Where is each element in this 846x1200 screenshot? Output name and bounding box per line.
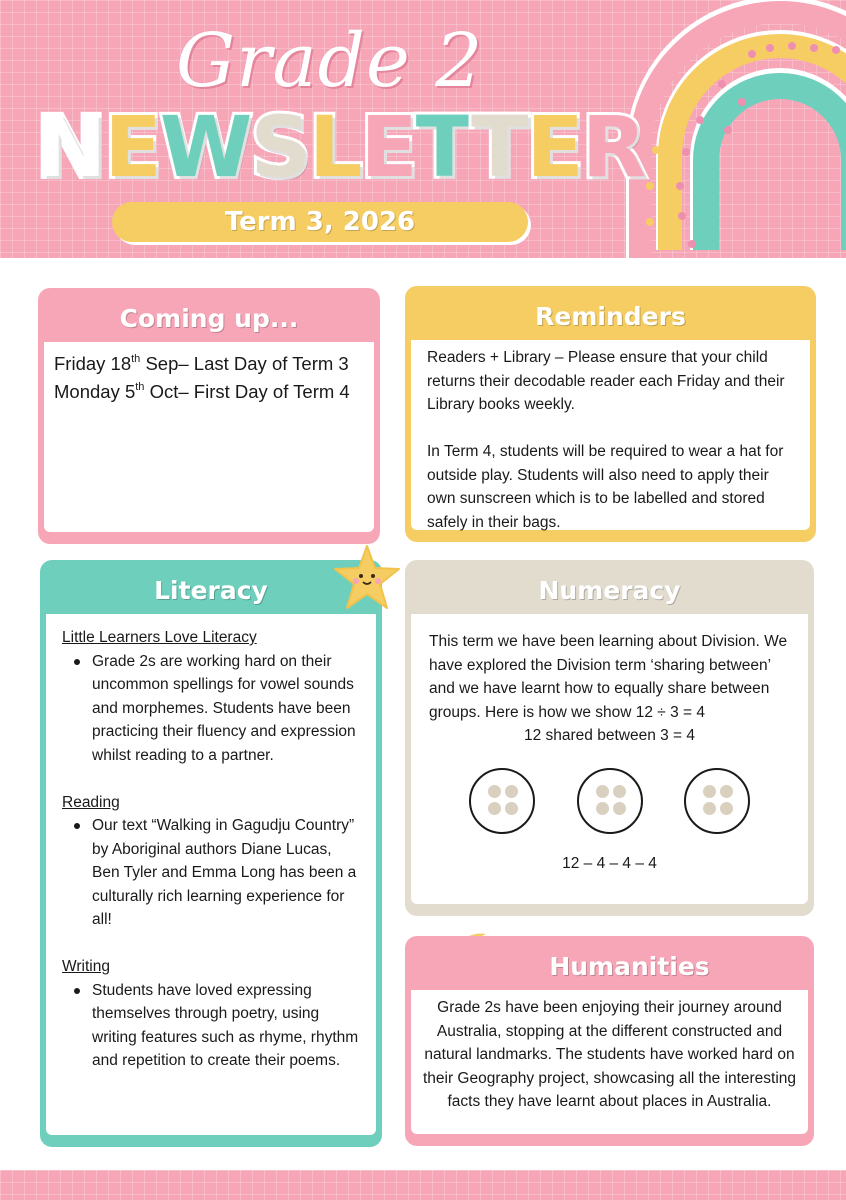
title-letter: T — [471, 98, 527, 196]
counter-dot — [613, 802, 626, 815]
list-item: Grade 2s are working hard on their uncommon spellings for vowel sounds and morphemes. Students have been practicing their fluency and expression whilst reading to a partner. — [92, 650, 360, 768]
counter-dot — [596, 802, 609, 815]
literacy-list-1 — [62, 650, 360, 768]
rainbow-illustration — [610, 0, 846, 258]
reminder-hat-sunscreen: In Term 4, students will be required to wear a hat for outside play. Students will also need to apply their own sunscreen which is to be labelled and stored safely in their bags. — [427, 443, 784, 531]
literacy-list-3 — [62, 979, 360, 1073]
counter-dot — [505, 802, 518, 815]
term-badge: Term 3, 2026 — [112, 202, 528, 242]
literacy-card — [40, 560, 382, 1147]
title-letter: T — [415, 98, 472, 196]
title-letter: N — [36, 98, 105, 196]
literacy-subheading-little-learners: Little Learners Love Literacy — [62, 629, 257, 646]
literacy-body — [46, 614, 376, 1135]
title-letter: E — [360, 98, 416, 196]
event-2-date-suffix: th — [135, 381, 145, 393]
literacy-subheading-reading: Reading — [62, 793, 120, 811]
humanities-body: Grade 2s have been enjoying their journey around Australia, stopping at the different constructed and natural landmarks. The students have worked hard on their Geography project, showcasing all the interesting facts they have learnt about places in Australia. — [411, 990, 808, 1134]
counter-dot — [720, 785, 733, 798]
title-letter: L — [308, 98, 361, 196]
footer-strip — [0, 1170, 846, 1200]
coming-up-event-2 — [54, 378, 364, 406]
numeracy-title: Numeracy — [538, 575, 681, 605]
group-circle — [577, 768, 643, 834]
list-item: Students have loved expressing themselves through poetry, using writing features such as rhyme, rhythm and repetition to create their poems. — [92, 979, 360, 1073]
smiling-star-icon — [330, 542, 404, 614]
coming-up-event-1 — [54, 350, 364, 378]
title-letter: R — [581, 98, 645, 196]
counter-dot — [488, 785, 501, 798]
counter-dot — [720, 802, 733, 815]
numeracy-subtraction: 12 – 4 – 4 – 4 — [562, 854, 657, 872]
coming-up-title: Coming up... — [119, 303, 299, 333]
counter-dot — [703, 785, 716, 798]
humanities-title: Humanities — [549, 951, 710, 981]
counter-dot — [488, 802, 501, 815]
literacy-subheading-writing: Writing — [62, 958, 110, 975]
coming-up-body — [44, 342, 374, 532]
literacy-title: Literacy — [154, 575, 268, 605]
reminders-body — [411, 340, 810, 530]
header-banner — [0, 0, 846, 258]
group-circle — [684, 768, 750, 834]
newsletter-grade-title: Grade 2 — [176, 18, 484, 104]
event-2-date: Monday 5 — [54, 381, 136, 402]
reminders-card — [405, 286, 816, 542]
numeracy-caption: 12 shared between 3 = 4 — [523, 727, 696, 744]
counter-dot — [505, 785, 518, 798]
coming-up-card — [38, 288, 380, 544]
literacy-list-2 — [62, 814, 360, 932]
humanities-card — [405, 936, 814, 1146]
title-letter: E — [104, 98, 160, 196]
title-letter: W — [159, 98, 251, 196]
newsletter-title — [36, 98, 645, 196]
title-letter: E — [526, 98, 582, 196]
title-letter: S — [250, 98, 309, 196]
numeracy-intro: This term we have been learning about Division. We have explored the Division term ‘sharing between’ and we have learnt how to equally share between groups. Here is how we show 12 ÷ 3 = 4 — [429, 633, 788, 721]
counter-dot — [703, 802, 716, 815]
reminders-title: Reminders — [535, 301, 686, 331]
event-2-description: Oct– First Day of Term 4 — [144, 381, 350, 402]
event-1-description: Sep– Last Day of Term 3 — [140, 353, 349, 374]
group-circle — [469, 768, 535, 834]
counter-dot — [596, 785, 609, 798]
event-1-date-suffix: th — [131, 353, 141, 365]
numeracy-body — [411, 614, 808, 904]
numeracy-card — [405, 560, 814, 916]
counter-dot — [613, 785, 626, 798]
reminder-readers-library: Readers + Library – Please ensure that your child returns their decodable reader each Friday and their Library books weekly. — [427, 349, 785, 413]
list-item: Our text “Walking in Gagudju Country” by Aboriginal authors Diane Lucas, Ben Tyler and Emma Long has been a culturally rich learning experience for all! — [92, 814, 360, 932]
division-groups — [429, 768, 790, 834]
event-1-date: Friday 18 — [54, 353, 132, 374]
